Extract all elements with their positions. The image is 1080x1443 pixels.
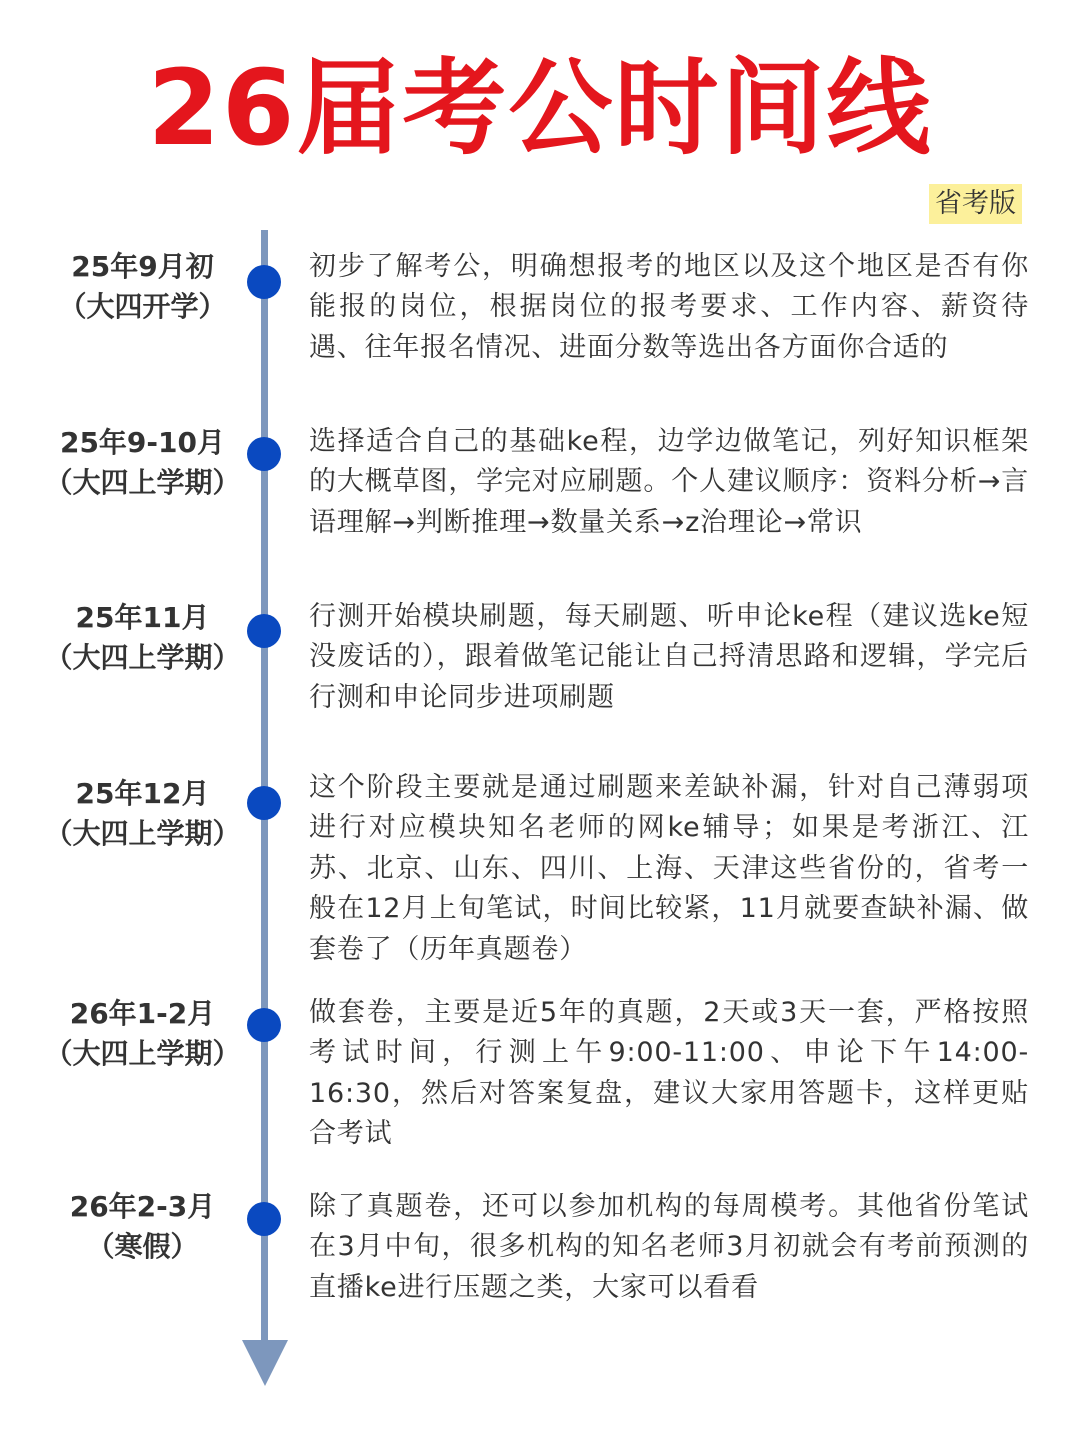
timeline-description: 除了真题卷，还可以参加机构的每周模考。其他省份笔试在3月中旬，很多机构的知名老师3月初就会有考前预测的直播ke进行压题之类，大家可以看看 <box>309 1191 1029 1303</box>
timeline-date: 25年9-10月 <box>59 426 226 459</box>
timeline-phase: （寒假） <box>86 1230 199 1263</box>
timeline-dot <box>247 786 281 820</box>
timeline-phase: （大四上学期） <box>44 466 241 499</box>
timeline-dot <box>247 265 281 299</box>
timeline-description: 选择适合自己的基础ke程，边学边做笔记，列好知识框架的大概草图，学完对应刷题。个人建议顺序：资料分析→言语理解→判断推理→数量关系→z治理论→常识 <box>309 426 1029 538</box>
timeline-description: 行测开始模块刷题，每天刷题、听申论ke程（建议选ke短没废话的），跟着做笔记能让自己捋清思路和逻辑，学完后行测和申论同步进项刷题 <box>309 601 1029 713</box>
timeline-dot <box>247 614 281 648</box>
timeline-date: 26年1-2月 <box>69 997 216 1030</box>
version-badge: 省考版 <box>929 184 1022 224</box>
timeline-date-block <box>40 994 245 1074</box>
timeline-date-block <box>40 774 245 854</box>
timeline-description: 做套卷，主要是近5年的真题，2天或3天一套，严格按照考试时间，行测上午9:00-11:00、申论下午14:00-16:30，然后对答案复盘，建议大家用答题卡，这样更贴合考试 <box>309 997 1029 1150</box>
timeline-date: 25年11月 <box>75 601 210 634</box>
timeline-phase: （大四上学期） <box>44 1037 241 1070</box>
timeline-description: 初步了解考公，明确想报考的地区以及这个地区是否有你能报的岗位，根据岗位的报考要求、工作内容、薪资待遇、往年报名情况、进面分数等选出各方面你合适的 <box>309 251 1029 363</box>
timeline-dot <box>247 437 281 471</box>
timeline-phase: （大四上学期） <box>44 817 241 850</box>
timeline-description: 这个阶段主要就是通过刷题来差缺补漏，针对自己薄弱项进行对应模块知名老师的网ke辅导；如果是考浙江、江苏、北京、山东、四川、上海、天津这些省份的，省考一般在12月上旬笔试，时间比较紧，11月就要查缺补漏、做套卷了（历年真题卷） <box>309 772 1029 965</box>
timeline-date-block <box>40 423 245 503</box>
timeline-phase: （大四上学期） <box>44 641 241 674</box>
timeline-date-block <box>40 247 245 327</box>
page-title: 26届考公时间线 <box>147 47 933 169</box>
timeline-date-block <box>40 598 245 678</box>
timeline-dot <box>247 1008 281 1042</box>
timeline-dot <box>247 1202 281 1236</box>
timeline-date: 26年2-3月 <box>69 1190 216 1223</box>
timeline-date-block <box>40 1187 245 1267</box>
arrow-down-icon <box>242 1340 288 1386</box>
timeline-phase: （大四开学） <box>58 290 227 323</box>
timeline-date: 25年9月初 <box>71 250 214 283</box>
timeline-date: 25年12月 <box>75 777 210 810</box>
